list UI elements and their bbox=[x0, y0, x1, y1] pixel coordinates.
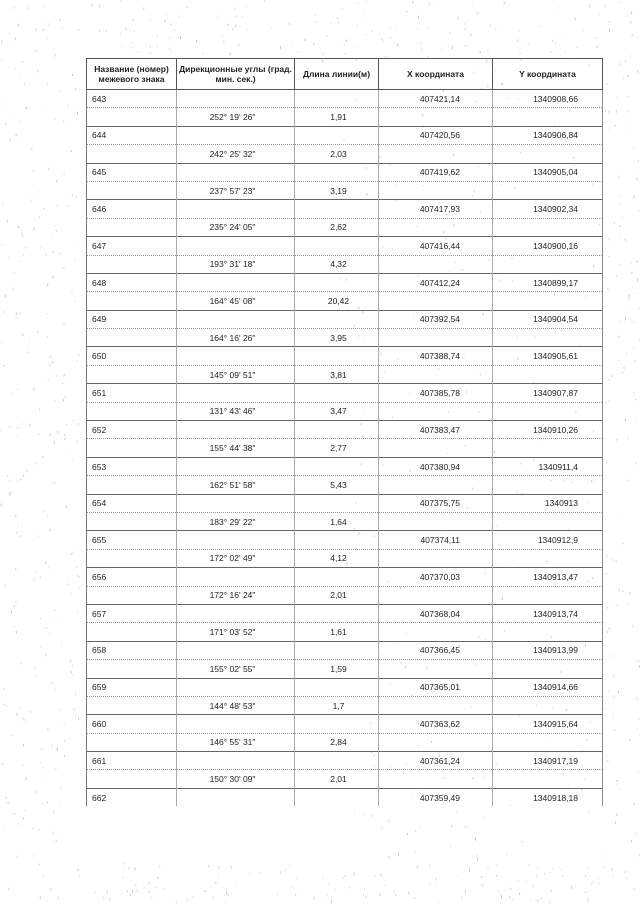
angle-cell-empty bbox=[177, 457, 295, 475]
mark-number: 643 bbox=[87, 90, 177, 108]
mark-cell-empty bbox=[87, 329, 177, 347]
x-coordinate: 407380,94 bbox=[379, 457, 493, 475]
x-cell-empty bbox=[379, 365, 493, 383]
segment-row bbox=[87, 660, 603, 678]
length-cell-empty bbox=[295, 90, 379, 108]
x-cell-empty bbox=[379, 402, 493, 420]
angle-cell-empty bbox=[177, 641, 295, 659]
x-coordinate: 407359,49 bbox=[379, 788, 493, 806]
length-cell-empty bbox=[295, 494, 379, 512]
angle-cell-empty bbox=[177, 237, 295, 255]
length-cell-empty bbox=[295, 126, 379, 144]
line-length: 20,42 bbox=[295, 292, 379, 310]
x-cell-empty bbox=[379, 623, 493, 641]
x-coordinate: 407374,11 bbox=[379, 531, 493, 549]
x-cell-empty bbox=[379, 660, 493, 678]
point-row bbox=[87, 494, 603, 512]
mark-number: 652 bbox=[87, 421, 177, 439]
x-coordinate: 407370,03 bbox=[379, 568, 493, 586]
y-coordinate: 1340902,34 bbox=[493, 200, 603, 218]
length-cell-empty bbox=[295, 604, 379, 622]
length-cell-empty bbox=[295, 421, 379, 439]
x-cell-empty bbox=[379, 439, 493, 457]
mark-number: 646 bbox=[87, 200, 177, 218]
line-length: 1,59 bbox=[295, 660, 379, 678]
directional-angle: 146° 55' 31" bbox=[177, 733, 295, 751]
x-coordinate: 407383,47 bbox=[379, 421, 493, 439]
x-coordinate: 407416,44 bbox=[379, 237, 493, 255]
x-coordinate: 407392,54 bbox=[379, 310, 493, 328]
table-body bbox=[87, 90, 603, 807]
directional-angle: 145° 09' 51" bbox=[177, 365, 295, 383]
header-x: X координата bbox=[379, 59, 493, 90]
x-cell-empty bbox=[379, 145, 493, 163]
directional-angle: 155° 44' 38" bbox=[177, 439, 295, 457]
line-length: 3,81 bbox=[295, 365, 379, 383]
angle-cell-empty bbox=[177, 752, 295, 770]
mark-cell-empty bbox=[87, 365, 177, 383]
mark-number: 661 bbox=[87, 752, 177, 770]
y-coordinate: 1340900,16 bbox=[493, 237, 603, 255]
point-row bbox=[87, 715, 603, 733]
y-coordinate: 1340910,26 bbox=[493, 421, 603, 439]
y-coordinate: 1340913 bbox=[493, 494, 603, 512]
mark-cell-empty bbox=[87, 108, 177, 126]
x-cell-empty bbox=[379, 255, 493, 273]
segment-row bbox=[87, 733, 603, 751]
length-cell-empty bbox=[295, 237, 379, 255]
x-coordinate: 407420,56 bbox=[379, 126, 493, 144]
mark-cell-empty bbox=[87, 733, 177, 751]
directional-angle: 172° 02' 49" bbox=[177, 549, 295, 567]
x-coordinate: 407421,14 bbox=[379, 90, 493, 108]
x-cell-empty bbox=[379, 108, 493, 126]
segment-row bbox=[87, 108, 603, 126]
y-cell-empty bbox=[493, 586, 603, 604]
angle-cell-empty bbox=[177, 531, 295, 549]
angle-cell-empty bbox=[177, 126, 295, 144]
x-cell-empty bbox=[379, 512, 493, 530]
segment-row bbox=[87, 145, 603, 163]
y-cell-empty bbox=[493, 696, 603, 714]
mark-cell-empty bbox=[87, 255, 177, 273]
point-row bbox=[87, 531, 603, 549]
angle-cell-empty bbox=[177, 715, 295, 733]
x-coordinate: 407375,75 bbox=[379, 494, 493, 512]
mark-cell-empty bbox=[87, 439, 177, 457]
directional-angle: 162° 51' 58" bbox=[177, 476, 295, 494]
point-row bbox=[87, 237, 603, 255]
segment-row bbox=[87, 549, 603, 567]
length-cell-empty bbox=[295, 310, 379, 328]
x-cell-empty bbox=[379, 696, 493, 714]
y-coordinate: 1340912,9 bbox=[493, 531, 603, 549]
mark-number: 644 bbox=[87, 126, 177, 144]
segment-row bbox=[87, 218, 603, 236]
segment-row bbox=[87, 181, 603, 199]
point-row bbox=[87, 126, 603, 144]
point-row bbox=[87, 200, 603, 218]
angle-cell-empty bbox=[177, 568, 295, 586]
segment-row bbox=[87, 623, 603, 641]
line-length: 3,19 bbox=[295, 181, 379, 199]
y-coordinate: 1340911,4 bbox=[493, 457, 603, 475]
y-cell-empty bbox=[493, 549, 603, 567]
angle-cell-empty bbox=[177, 494, 295, 512]
line-length: 1,61 bbox=[295, 623, 379, 641]
x-cell-empty bbox=[379, 292, 493, 310]
mark-cell-empty bbox=[87, 145, 177, 163]
y-cell-empty bbox=[493, 770, 603, 788]
x-cell-empty bbox=[379, 329, 493, 347]
point-row bbox=[87, 752, 603, 770]
directional-angle: 150° 30' 09" bbox=[177, 770, 295, 788]
segment-row bbox=[87, 329, 603, 347]
angle-cell-empty bbox=[177, 347, 295, 365]
length-cell-empty bbox=[295, 273, 379, 291]
point-row bbox=[87, 568, 603, 586]
mark-cell-empty bbox=[87, 696, 177, 714]
directional-angle: 252° 19' 26" bbox=[177, 108, 295, 126]
y-coordinate: 1340907,87 bbox=[493, 384, 603, 402]
segment-row bbox=[87, 255, 603, 273]
point-row bbox=[87, 163, 603, 181]
y-coordinate: 1340905,04 bbox=[493, 163, 603, 181]
directional-angle: 164° 16' 26" bbox=[177, 329, 295, 347]
y-cell-empty bbox=[493, 733, 603, 751]
angle-cell-empty bbox=[177, 310, 295, 328]
length-cell-empty bbox=[295, 715, 379, 733]
directional-angle: 193° 31' 18" bbox=[177, 255, 295, 273]
angle-cell-empty bbox=[177, 273, 295, 291]
line-length: 2,62 bbox=[295, 218, 379, 236]
directional-angle: 235° 24' 05" bbox=[177, 218, 295, 236]
y-coordinate: 1340899,17 bbox=[493, 273, 603, 291]
y-coordinate: 1340913,99 bbox=[493, 641, 603, 659]
y-cell-empty bbox=[493, 329, 603, 347]
header-y: Y координата bbox=[493, 59, 603, 90]
y-coordinate: 1340904,54 bbox=[493, 310, 603, 328]
segment-row bbox=[87, 439, 603, 457]
y-cell-empty bbox=[493, 623, 603, 641]
mark-number: 655 bbox=[87, 531, 177, 549]
length-cell-empty bbox=[295, 531, 379, 549]
line-length: 1,91 bbox=[295, 108, 379, 126]
segment-row bbox=[87, 476, 603, 494]
line-length: 1,64 bbox=[295, 512, 379, 530]
y-cell-empty bbox=[493, 181, 603, 199]
length-cell-empty bbox=[295, 163, 379, 181]
directional-angle: 183° 29' 22" bbox=[177, 512, 295, 530]
mark-cell-empty bbox=[87, 660, 177, 678]
table-header-row bbox=[87, 59, 603, 90]
x-cell-empty bbox=[379, 549, 493, 567]
y-coordinate: 1340908,66 bbox=[493, 90, 603, 108]
mark-number: 653 bbox=[87, 457, 177, 475]
y-cell-empty bbox=[493, 402, 603, 420]
header-mark: Название (номер) межевого знака bbox=[87, 59, 177, 90]
length-cell-empty bbox=[295, 568, 379, 586]
length-cell-empty bbox=[295, 347, 379, 365]
line-length: 4,32 bbox=[295, 255, 379, 273]
x-cell-empty bbox=[379, 770, 493, 788]
x-coordinate: 407385,78 bbox=[379, 384, 493, 402]
x-coordinate: 407368,04 bbox=[379, 604, 493, 622]
point-row bbox=[87, 788, 603, 806]
y-cell-empty bbox=[493, 365, 603, 383]
point-row bbox=[87, 347, 603, 365]
line-length: 3,47 bbox=[295, 402, 379, 420]
point-row bbox=[87, 678, 603, 696]
y-coordinate: 1340917,19 bbox=[493, 752, 603, 770]
angle-cell-empty bbox=[177, 788, 295, 806]
mark-number: 658 bbox=[87, 641, 177, 659]
mark-cell-empty bbox=[87, 512, 177, 530]
x-cell-empty bbox=[379, 218, 493, 236]
x-coordinate: 407366,45 bbox=[379, 641, 493, 659]
x-coordinate: 407361,24 bbox=[379, 752, 493, 770]
length-cell-empty bbox=[295, 200, 379, 218]
y-coordinate: 1340914,66 bbox=[493, 678, 603, 696]
mark-number: 647 bbox=[87, 237, 177, 255]
angle-cell-empty bbox=[177, 384, 295, 402]
line-length: 1,7 bbox=[295, 696, 379, 714]
x-coordinate: 407363,62 bbox=[379, 715, 493, 733]
angle-cell-empty bbox=[177, 90, 295, 108]
line-length: 5,43 bbox=[295, 476, 379, 494]
mark-number: 662 bbox=[87, 788, 177, 806]
y-cell-empty bbox=[493, 660, 603, 678]
mark-cell-empty bbox=[87, 181, 177, 199]
directional-angle: 172° 16' 24" bbox=[177, 586, 295, 604]
x-cell-empty bbox=[379, 181, 493, 199]
header-angle: Дирекционные углы (град. мин. сек.) bbox=[177, 59, 295, 90]
mark-number: 660 bbox=[87, 715, 177, 733]
segment-row bbox=[87, 292, 603, 310]
point-row bbox=[87, 310, 603, 328]
x-cell-empty bbox=[379, 476, 493, 494]
y-cell-empty bbox=[493, 145, 603, 163]
angle-cell-empty bbox=[177, 163, 295, 181]
mark-number: 654 bbox=[87, 494, 177, 512]
x-cell-empty bbox=[379, 733, 493, 751]
line-length: 2,84 bbox=[295, 733, 379, 751]
angle-cell-empty bbox=[177, 200, 295, 218]
line-length: 4,12 bbox=[295, 549, 379, 567]
line-length: 2,03 bbox=[295, 145, 379, 163]
length-cell-empty bbox=[295, 752, 379, 770]
directional-angle: 237° 57' 23" bbox=[177, 181, 295, 199]
y-coordinate: 1340906,84 bbox=[493, 126, 603, 144]
y-coordinate: 1340915,64 bbox=[493, 715, 603, 733]
mark-number: 651 bbox=[87, 384, 177, 402]
point-row bbox=[87, 457, 603, 475]
segment-row bbox=[87, 770, 603, 788]
y-cell-empty bbox=[493, 292, 603, 310]
directional-angle: 242° 25' 32" bbox=[177, 145, 295, 163]
y-cell-empty bbox=[493, 476, 603, 494]
segment-row bbox=[87, 365, 603, 383]
mark-cell-empty bbox=[87, 476, 177, 494]
directional-angle: 155° 02' 55" bbox=[177, 660, 295, 678]
length-cell-empty bbox=[295, 788, 379, 806]
y-coordinate: 1340905,61 bbox=[493, 347, 603, 365]
y-cell-empty bbox=[493, 255, 603, 273]
y-coordinate: 1340918,18 bbox=[493, 788, 603, 806]
boundary-coordinates-table bbox=[86, 58, 603, 806]
mark-number: 656 bbox=[87, 568, 177, 586]
segment-row bbox=[87, 696, 603, 714]
mark-number: 648 bbox=[87, 273, 177, 291]
mark-number: 657 bbox=[87, 604, 177, 622]
y-cell-empty bbox=[493, 512, 603, 530]
directional-angle: 144° 48' 53" bbox=[177, 696, 295, 714]
mark-cell-empty bbox=[87, 586, 177, 604]
mark-number: 659 bbox=[87, 678, 177, 696]
header-length: Длина линии(м) bbox=[295, 59, 379, 90]
length-cell-empty bbox=[295, 641, 379, 659]
y-cell-empty bbox=[493, 439, 603, 457]
point-row bbox=[87, 604, 603, 622]
point-row bbox=[87, 641, 603, 659]
mark-number: 650 bbox=[87, 347, 177, 365]
directional-angle: 171° 03' 52" bbox=[177, 623, 295, 641]
segment-row bbox=[87, 512, 603, 530]
mark-cell-empty bbox=[87, 623, 177, 641]
line-length: 3,95 bbox=[295, 329, 379, 347]
mark-number: 645 bbox=[87, 163, 177, 181]
directional-angle: 131° 43' 46" bbox=[177, 402, 295, 420]
length-cell-empty bbox=[295, 457, 379, 475]
line-length: 2,77 bbox=[295, 439, 379, 457]
y-coordinate: 1340913,74 bbox=[493, 604, 603, 622]
length-cell-empty bbox=[295, 678, 379, 696]
point-row bbox=[87, 384, 603, 402]
segment-row bbox=[87, 402, 603, 420]
y-coordinate: 1340913,47 bbox=[493, 568, 603, 586]
segment-row bbox=[87, 586, 603, 604]
line-length: 2,01 bbox=[295, 770, 379, 788]
mark-cell-empty bbox=[87, 402, 177, 420]
x-coordinate: 407412,24 bbox=[379, 273, 493, 291]
x-coordinate: 407388,74 bbox=[379, 347, 493, 365]
mark-cell-empty bbox=[87, 549, 177, 567]
x-cell-empty bbox=[379, 586, 493, 604]
angle-cell-empty bbox=[177, 678, 295, 696]
mark-number: 649 bbox=[87, 310, 177, 328]
y-cell-empty bbox=[493, 218, 603, 236]
line-length: 2,01 bbox=[295, 586, 379, 604]
mark-cell-empty bbox=[87, 770, 177, 788]
x-coordinate: 407419,62 bbox=[379, 163, 493, 181]
directional-angle: 164° 45' 08" bbox=[177, 292, 295, 310]
y-cell-empty bbox=[493, 108, 603, 126]
mark-cell-empty bbox=[87, 292, 177, 310]
point-row bbox=[87, 90, 603, 108]
mark-cell-empty bbox=[87, 218, 177, 236]
point-row bbox=[87, 273, 603, 291]
angle-cell-empty bbox=[177, 604, 295, 622]
x-coordinate: 407417,93 bbox=[379, 200, 493, 218]
point-row bbox=[87, 421, 603, 439]
x-coordinate: 407365,01 bbox=[379, 678, 493, 696]
length-cell-empty bbox=[295, 384, 379, 402]
angle-cell-empty bbox=[177, 421, 295, 439]
